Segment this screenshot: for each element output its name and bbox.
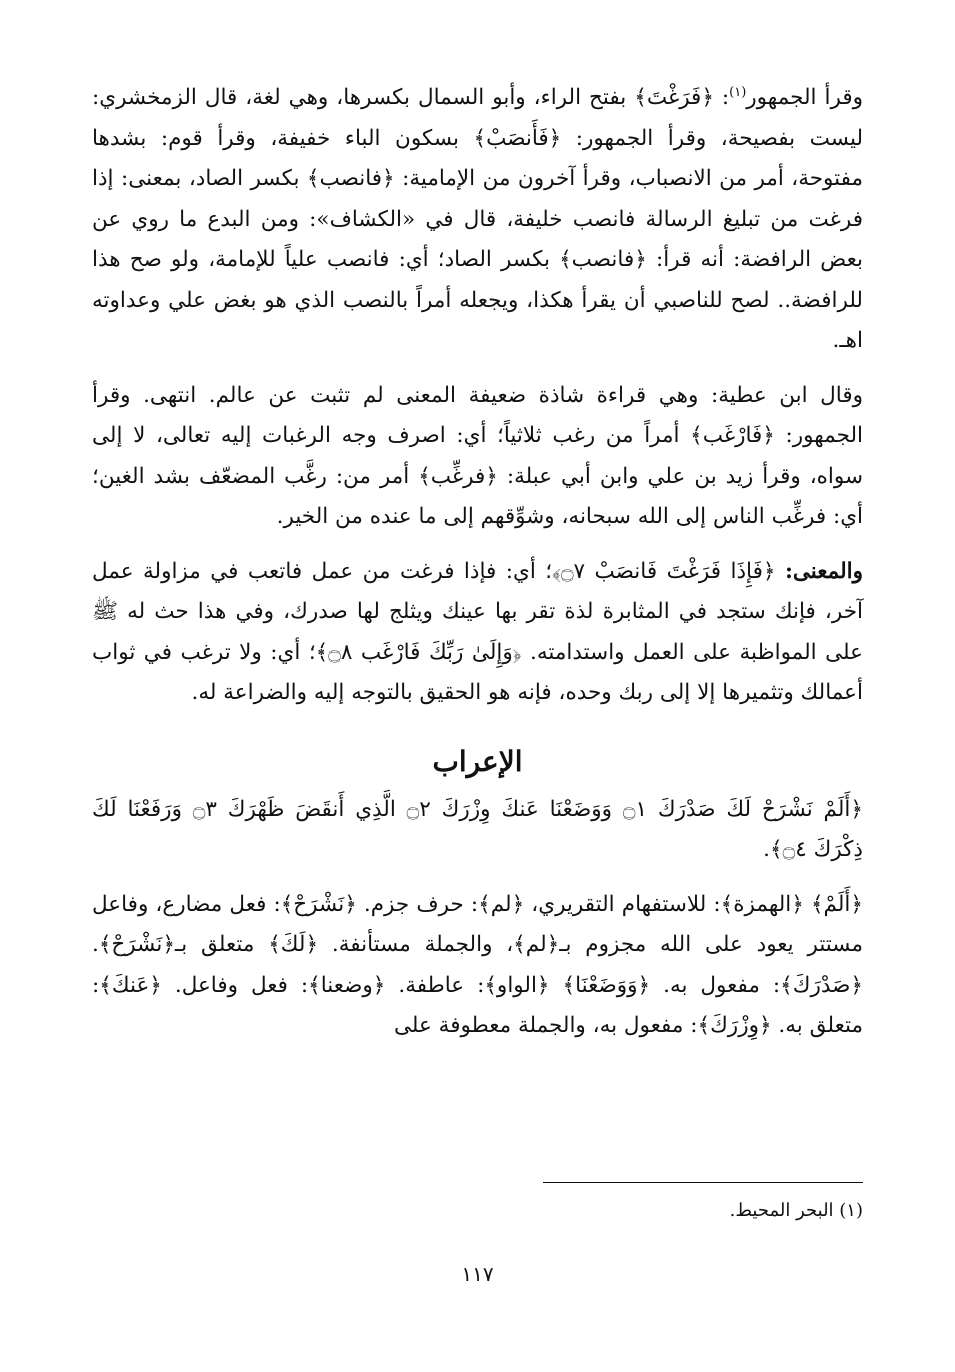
paragraph-qiraat-start: وقرأ الجمهور <box>746 85 863 110</box>
paragraph-qiraat-body: : ﴿فَرَغْتَ﴾ بفتح الراء، وأبو السمال بكسرها، وهي لغة، قال الزمخشري: ليست بفصيحة، وقرأ الجمهور: ﴿فَأَنصَبْ﴾ بسكون الباء خفيفة، وقرأ قوم: بشدها مفتوحة، أمر من الانصباب، وقرأ آخرون من الإمامية: ﴿فانصب﴾ بكسر الصاد، بمعنى: إذا فرغت من تبليغ الرسالة فانصب خليفة، قال في «الكشاف»: ومن البدع ما روي عن بعض الرافضة: أنه قرأ: ﴿فانصب﴾ بكسر الصاد؛ أي: فانصب علياً للإمامة، ولو صح هذا للرافضة.. لصح للناصبي أن يقرأ هكذا، ويجعله أمراً بالنصب الذي هو بغض علي وعداوته اهـ. <box>92 85 863 353</box>
footnote-divider <box>543 1182 863 1183</box>
footnote-marker[interactable]: (١) <box>729 84 747 100</box>
paragraph-ibn-atiyya: وقال ابن عطية: وهي قراءة شاذة ضعيفة المعنى لم تثبت عن عالم. انتهى. وقرأ الجمهور: ﴿فَارْغَب﴾ أمراً من رغب ثلاثياً؛ أي: اصرف وجه الرغبات إليه تعالى، لا إلى سواه، وقرأ زيد بن علي وابن أبي عبلة: ﴿فرغِّب﴾ أمر من: رغَّب المضعّف بشد الغين؛ أي: فرغِّب الناس إلى الله سبحانه، وشوِّقهم إلى ما عنده من الخير. <box>92 382 863 529</box>
paragraph-meaning <box>92 552 863 714</box>
meaning-body: ﴿فَإِذَا فَرَغْتَ فَانصَبْ ۝٧﴾؛ أي: فإذا فرغت من عمل فاتعب في مزاولة عمل آخر، فإنك ستجد في المثابرة لذة تقر بها عينك ويثلج لها صدرك، وفي هذا حث له ﷺ على المواظبة على العمل واستدامته. ﴿وَإِلَىٰ رَبِّكَ فَارْغَب ۝٨﴾؛ أي: ولا ترغب في ثواب أعمالك وتثميرها إلا إلى ربك وحده، فإنه هو الحقيق بالتوجه إليه والضراعة له. <box>92 558 863 705</box>
spacer <box>92 871 863 885</box>
footnote: (١) البحر المحيط. <box>729 1200 863 1221</box>
section-title-irab: الإعراب <box>432 744 523 778</box>
spacer <box>92 538 863 552</box>
quran-verses: ﴿أَلَمْ نَشْرَحْ لَكَ صَدْرَكَ ۝١ وَوَضَعْنَا عَنكَ وِزْرَكَ ۝٢ الَّذِي أَنقَضَ ظَهْرَكَ ۝٣ وَرَفَعْنَا لَكَ ذِكْرَكَ ۝٤﴾. <box>92 796 863 862</box>
meaning-heading: والمعنى: <box>784 558 864 584</box>
paragraph-qiraat <box>92 78 863 362</box>
paragraph-irab: ﴿أَلَمْ﴾ ﴿الهمزة﴾: للاستفهام التقريري، ﴿لم﴾: حرف جزم. ﴿نَشْرَحْ﴾: فعل مضارع، وفاعل مستتر يعود على الله مجزوم بـ﴿لم﴾، والجملة مستأنفة. ﴿لَكَ﴾ متعلق بـ﴿نَشْرَحْ﴾. ﴿صَدْرَكَ﴾: مفعول به. ﴿وَوَضَعْنَا﴾ ﴿الواو﴾: عاطفة. ﴿وضعنا﴾: فعل وفاعل. ﴿عَنكَ﴾: متعلق به. ﴿وِزْرَكَ﴾: مفعول به، والجملة معطوفة على <box>92 891 863 1038</box>
spacer <box>92 362 863 376</box>
page-number: ١١٧ <box>461 1262 494 1286</box>
